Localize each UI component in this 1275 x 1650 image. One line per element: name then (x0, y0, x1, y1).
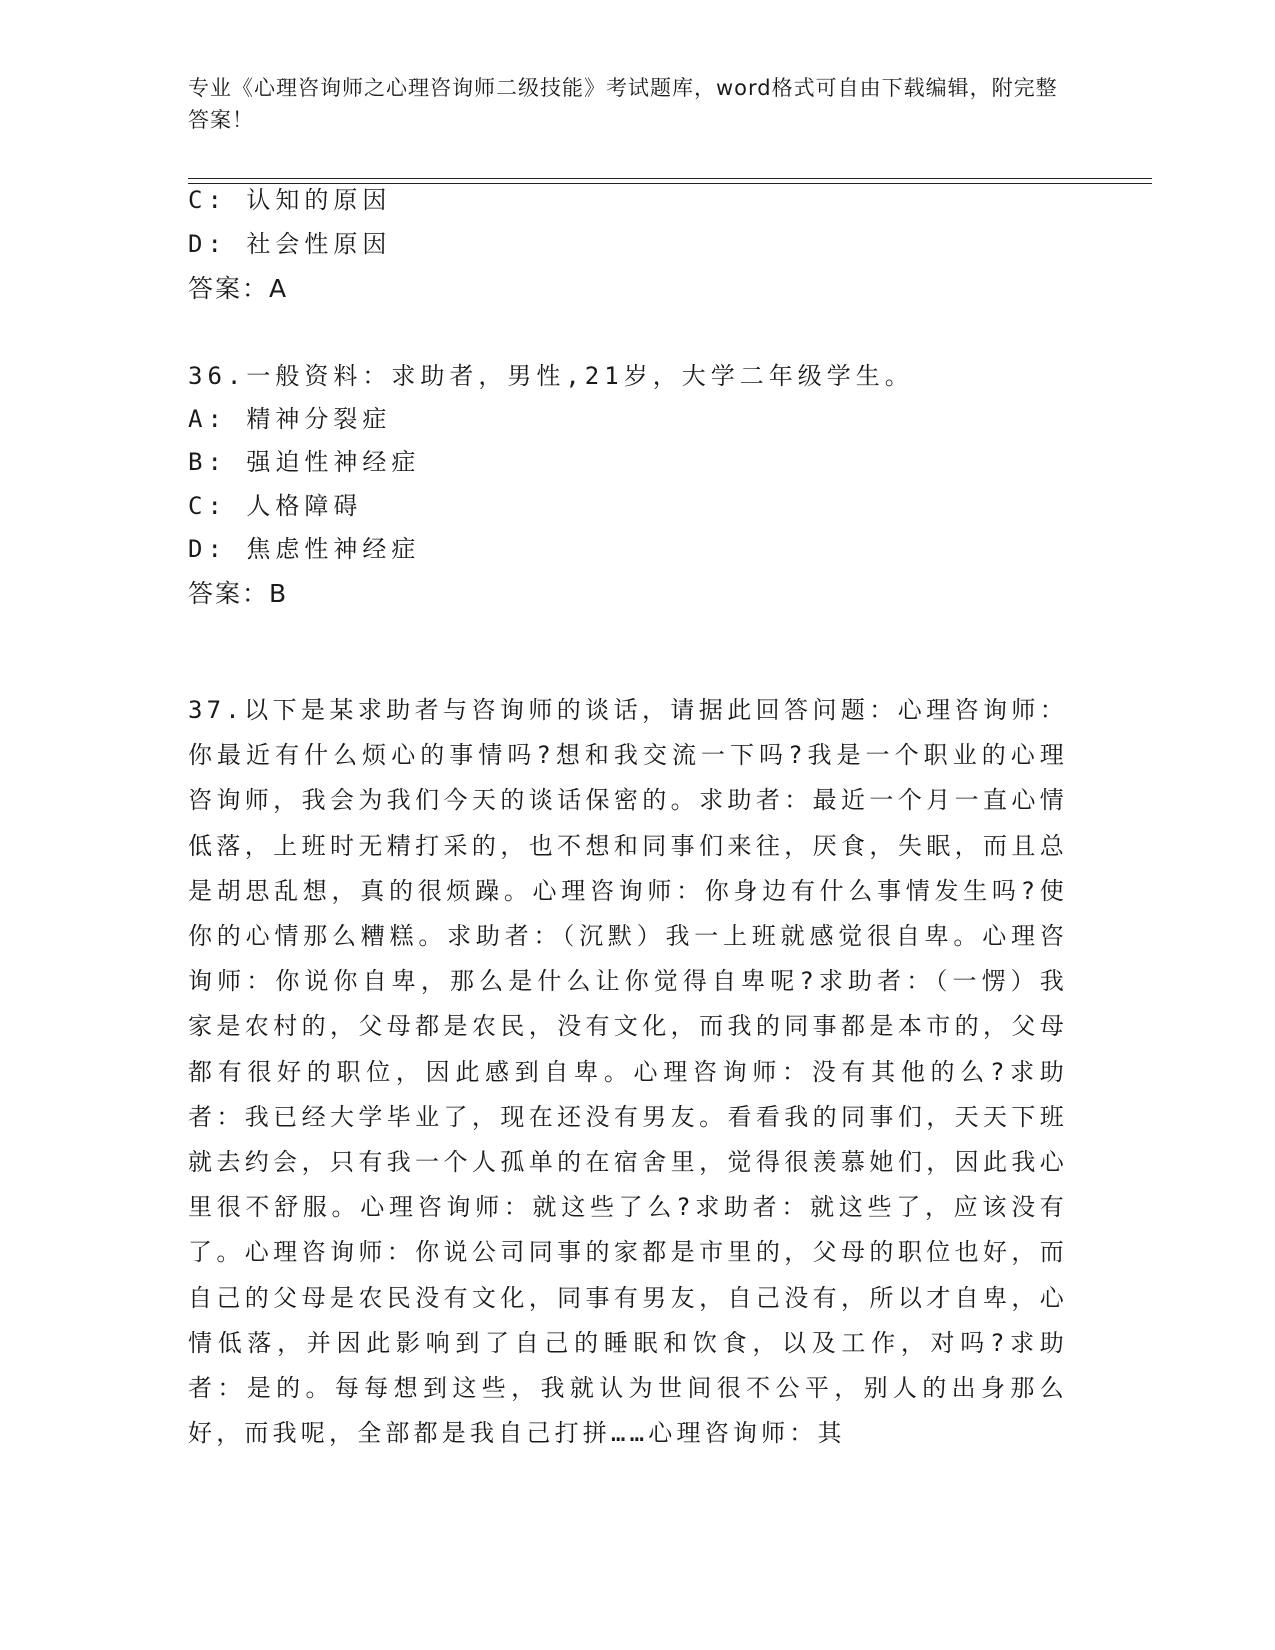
q36-answer: 答案：B (188, 579, 289, 608)
page-header: 专业《心理咨询师之心理咨询师二级技能》考试题库，word格式可自由下载编辑，附完整答案！ (188, 76, 1058, 132)
q36-option-b: B: 强迫性神经症 (188, 448, 421, 476)
q36-option-d: D: 焦虑性神经症 (188, 535, 421, 563)
q37-stem: 37.以下是某求助者与咨询师的谈话，请据此回答问题：心理咨询师：你最近有什么烦心的事情吗?想和我交流一下吗?我是一个职业的心理咨询师，我会为我们今天的谈话保密的。求助者：最近一个月一直心情低落，上班时无精打采的，也不想和同事们来往，厌食，失眠，而且总是胡思乱想，真的很烦躁。心理咨询师：你身边有什么事情发生吗?使你的心情那么糟糕。求助者：（沉默）我一上班就感觉很自卑。心理咨询师：你说你自卑，那么是什么让你觉得自卑呢?求助者：（一愣）我家是农村的，父母都是农民，没有文化，而我的同事都是本市的，父母都有很好的职位，因此感到自卑。心理咨询师：没有其他的么?求助者：我已经大学毕业了，现在还没有男友。看看我的同事们，天天下班就去约会，只有我一个人孤单的在宿舍里，觉得很羡慕她们，因此我心里很不舒服。心理咨询师：就这些了么?求助者：就这些了，应该没有了。心理咨询师：你说公司同事的家都是市里的，父母的职位也好，而自己的父母是农民没有文化，同事有男友，自己没有，所以才自卑，心情低落，并因此影响到了自己的睡眠和饮食，以及工作，对吗?求助者：是的。每每想到这些，我就认为世间很不公平，别人的出身那么好，而我呢，全部都是我自己打拼……心理咨询师：其 (188, 696, 1068, 1448)
q36-option-c: C: 人格障碍 (188, 492, 363, 520)
q35-option-d: D: 社会性原因 (188, 230, 392, 258)
q36-stem: 36.一般资料：求助者，男性,21岁，大学二年级学生。 (188, 362, 914, 390)
q35-option-c: C: 认知的原因 (188, 186, 392, 214)
q35-answer: 答案：A (188, 274, 289, 303)
q36-option-a: A: 精神分裂症 (188, 405, 392, 433)
